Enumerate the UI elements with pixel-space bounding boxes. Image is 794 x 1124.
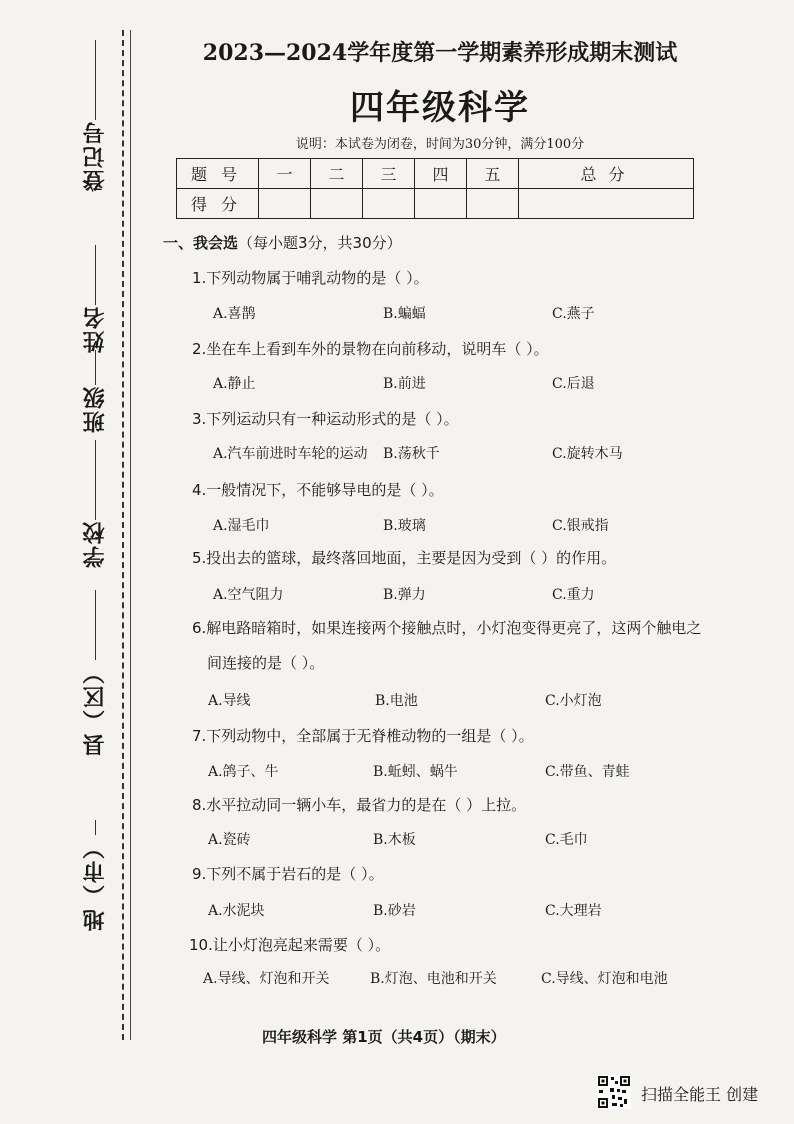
score-input-cell[interactable] bbox=[466, 189, 518, 219]
score-input-cell[interactable] bbox=[310, 189, 362, 219]
option-b[interactable]: B.荡秋千 bbox=[383, 446, 440, 462]
option-a[interactable]: A.汽车前进时车轮的运动 bbox=[213, 446, 368, 462]
score-input-cell[interactable] bbox=[414, 189, 466, 219]
option-b[interactable]: B.蚯蚓、蜗牛 bbox=[373, 764, 458, 780]
option-c[interactable]: C.小灯泡 bbox=[545, 693, 602, 709]
score-cell: 题号 bbox=[177, 159, 259, 189]
score-input-cell[interactable] bbox=[362, 189, 414, 219]
section-rule: （每小题3分，共30分） bbox=[238, 234, 402, 252]
question-stem: 5.投出去的篮球，最终落回地面，主要是因为受到（ ）的作用。 bbox=[192, 549, 617, 567]
city-field bbox=[78, 820, 112, 931]
option-c[interactable]: C.带鱼、青蛙 bbox=[545, 764, 630, 780]
option-a[interactable]: A.导线、灯泡和开关 bbox=[203, 971, 330, 987]
question-stem: 9.下列不属于岩石的是（ ）。 bbox=[192, 865, 384, 883]
class-field bbox=[78, 350, 112, 433]
option-a[interactable]: A.瓷砖 bbox=[208, 832, 251, 848]
option-b[interactable]: B.砂岩 bbox=[373, 903, 416, 919]
question-stem: 8.水平拉动同一辆小车，最省力的是在（ ）上拉。 bbox=[192, 796, 527, 814]
option-c[interactable]: C.毛巾 bbox=[545, 832, 588, 848]
option-a[interactable]: A.空气阻力 bbox=[213, 587, 284, 603]
question-stem-continued: 间连接的是（ ）。 bbox=[207, 654, 325, 672]
option-b[interactable]: B.电池 bbox=[375, 693, 418, 709]
exam-title: 2023—2024学年度第一学期素养形成期末测试 bbox=[202, 40, 678, 66]
score-input-cell[interactable] bbox=[518, 189, 693, 219]
question-stem: 10.让小灯泡亮起来需要（ ）。 bbox=[189, 936, 391, 954]
question-stem: 2.坐在车上看到车外的景物在向前移动，说明车（ ）。 bbox=[192, 340, 549, 358]
option-c[interactable]: C.旋转木马 bbox=[552, 446, 623, 462]
option-a[interactable]: A.喜鹊 bbox=[213, 306, 256, 322]
option-a[interactable]: A.导线 bbox=[208, 693, 251, 709]
score-table-header-row bbox=[177, 159, 694, 189]
option-c[interactable]: C.后退 bbox=[552, 376, 595, 392]
page-footer: 四年级科学 第1页（共4页）（期末） bbox=[262, 1028, 506, 1046]
exam-instructions: 说明：本试卷为闭卷，时间为30分钟，满分100分 bbox=[295, 137, 585, 152]
name-label: 姓名 bbox=[82, 305, 108, 353]
section-title: 一、我会选 bbox=[163, 234, 239, 252]
option-a[interactable]: A.水泥块 bbox=[208, 903, 265, 919]
score-cell: 三 bbox=[362, 159, 414, 189]
school-field bbox=[78, 440, 112, 568]
class-label: 班级 bbox=[82, 385, 108, 433]
question-stem: 1.下列动物属于哺乳动物的是（ ）。 bbox=[192, 269, 429, 287]
option-c[interactable]: C.燕子 bbox=[552, 306, 595, 322]
county-field bbox=[78, 590, 112, 756]
option-b[interactable]: B.前进 bbox=[383, 376, 426, 392]
reg-no-label: 登记号 bbox=[82, 120, 108, 192]
option-c[interactable]: C.导线、灯泡和电池 bbox=[541, 971, 668, 987]
binding-line bbox=[130, 30, 131, 1040]
school-label: 学校 bbox=[82, 520, 108, 568]
reg-no-field bbox=[78, 40, 112, 192]
option-b[interactable]: B.玻璃 bbox=[383, 518, 426, 534]
county-label: 县（区） bbox=[82, 660, 108, 756]
option-c[interactable]: C.重力 bbox=[552, 587, 595, 603]
subject-title: 四年级科学 bbox=[350, 88, 530, 128]
scanner-watermark: 扫描全能王 创建 bbox=[641, 1085, 759, 1104]
score-table-score-row bbox=[177, 189, 694, 219]
option-a[interactable]: A.静止 bbox=[213, 376, 256, 392]
qr-code-icon bbox=[597, 1075, 631, 1109]
section-heading bbox=[163, 232, 402, 253]
score-table bbox=[176, 158, 694, 219]
option-b[interactable]: B.蝙蝠 bbox=[383, 306, 426, 322]
name-field bbox=[78, 245, 112, 353]
score-cell: 得分 bbox=[177, 189, 259, 219]
score-cell: 四 bbox=[414, 159, 466, 189]
option-c[interactable]: C.大理岩 bbox=[545, 903, 602, 919]
option-c[interactable]: C.银戒指 bbox=[552, 518, 609, 534]
question-stem: 7.下列动物中，全部属于无脊椎动物的一组是（ ）。 bbox=[192, 727, 534, 745]
option-a[interactable]: A.鸽子、牛 bbox=[208, 764, 279, 780]
option-b[interactable]: B.灯泡、电池和开关 bbox=[370, 971, 497, 987]
cut-line bbox=[122, 30, 124, 1040]
option-b[interactable]: B.木板 bbox=[373, 832, 416, 848]
score-cell: 五 bbox=[466, 159, 518, 189]
question-stem: 3.下列运动只有一种运动形式的是（ ）。 bbox=[192, 410, 459, 428]
score-cell: 总分 bbox=[518, 159, 693, 189]
option-b[interactable]: B.弹力 bbox=[383, 587, 426, 603]
question-stem: 4.一般情况下，不能够导电的是（ ）。 bbox=[192, 481, 444, 499]
score-cell: 一 bbox=[259, 159, 311, 189]
score-input-cell[interactable] bbox=[259, 189, 311, 219]
binding-strip bbox=[0, 0, 140, 1124]
score-cell: 二 bbox=[310, 159, 362, 189]
question-stem: 6.解电路暗箱时，如果连接两个接触点时，小灯泡变得更亮了，这两个触电之 bbox=[192, 619, 702, 637]
city-label: 地（市） bbox=[82, 835, 108, 931]
option-a[interactable]: A.湿毛巾 bbox=[213, 518, 270, 534]
